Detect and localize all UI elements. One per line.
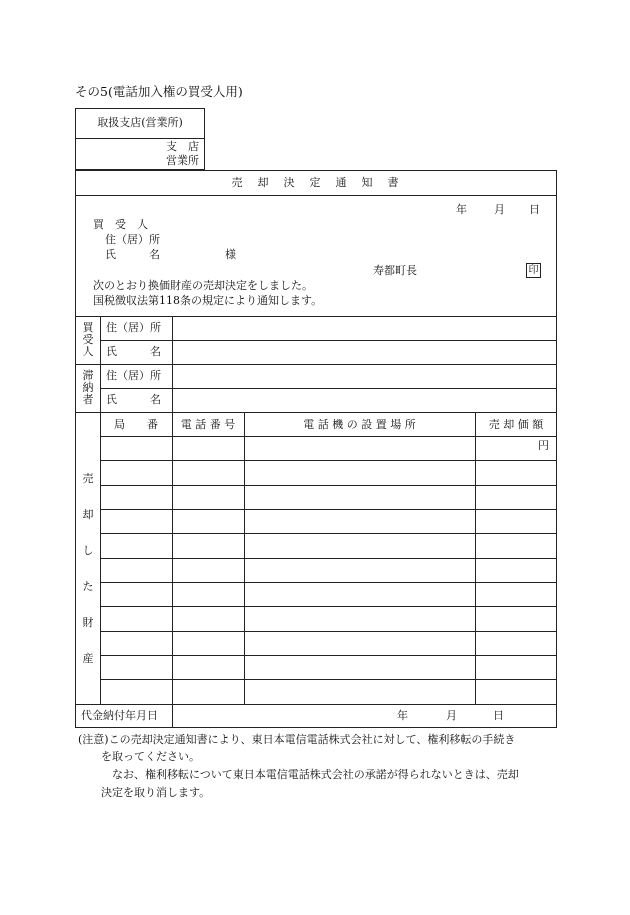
table-row (100, 655, 557, 656)
form-title: その5(電話加入権の買受人用) (75, 84, 243, 99)
payment-date-label: 代金納付年月日 (81, 709, 158, 722)
note-line-3: なお、権利移転について東日本電信電話株式会社の承諾が得られないときは、売却 (112, 768, 519, 781)
buyer-section-label: 買 受 人 (82, 321, 94, 358)
delinquent-section-label: 滞 納 者 (82, 369, 94, 406)
col-header-phone-number: 電 話 番 号 (180, 418, 236, 431)
payment-year: 年 (397, 709, 408, 722)
date-day: 日 (529, 203, 540, 216)
table-row (100, 631, 557, 632)
date-year: 年 (456, 203, 467, 216)
issuer: 寿都町長 (373, 264, 417, 277)
payment-day: 日 (493, 709, 504, 722)
col-header-price: 売 却 価 額 (488, 418, 544, 431)
body-line-1: 次のとおり換価財産の売却決定をしました。 (93, 279, 313, 292)
table-row (100, 558, 557, 559)
notice-title: 売 却 決 定 通 知 書 (231, 176, 401, 189)
table-row (100, 460, 557, 461)
table-row (100, 485, 557, 486)
date-month: 月 (494, 203, 505, 216)
seal-mark: 印 (526, 263, 541, 278)
note-line-1: (注意)この売却決定通知書により、東日本電信電話株式会社に対して、権利移転の手続き (78, 733, 516, 746)
delinquent-name-label: 氏 名 (106, 393, 161, 406)
buyer-address-label: 住（居）所 (106, 321, 161, 334)
currency-unit: 円 (538, 439, 549, 452)
table-row (100, 533, 557, 534)
note-line-2: を取ってください。 (101, 750, 200, 763)
buyer-label: 買 受 人 (93, 218, 148, 231)
office-header: 取扱支店(営業所) (97, 116, 183, 129)
delinquent-address-label: 住（居）所 (106, 369, 161, 382)
buyer-name-label: 氏 名 (106, 345, 161, 358)
table-row (100, 582, 557, 583)
office-sales-office: 営業所 (166, 154, 199, 167)
col-header-location: 電 話 機 の 設 置 場 所 (303, 418, 416, 431)
honorific: 様 (225, 248, 236, 261)
name-label: 氏 名 (105, 248, 160, 261)
table-row (100, 509, 557, 510)
table-row (100, 606, 557, 607)
office-branch: 支 店 (166, 140, 199, 153)
body-line-2: 国税徴収法第118条の規定により通知します。 (93, 294, 323, 307)
payment-month: 月 (446, 709, 457, 722)
note-line-4: 決定を取り消します。 (101, 786, 211, 799)
property-section-label: 売 却 し た 財 産 (82, 472, 94, 665)
address-label: 住（居）所 (105, 233, 160, 246)
col-header-exchange: 局 番 (114, 418, 158, 431)
table-row (100, 679, 557, 680)
